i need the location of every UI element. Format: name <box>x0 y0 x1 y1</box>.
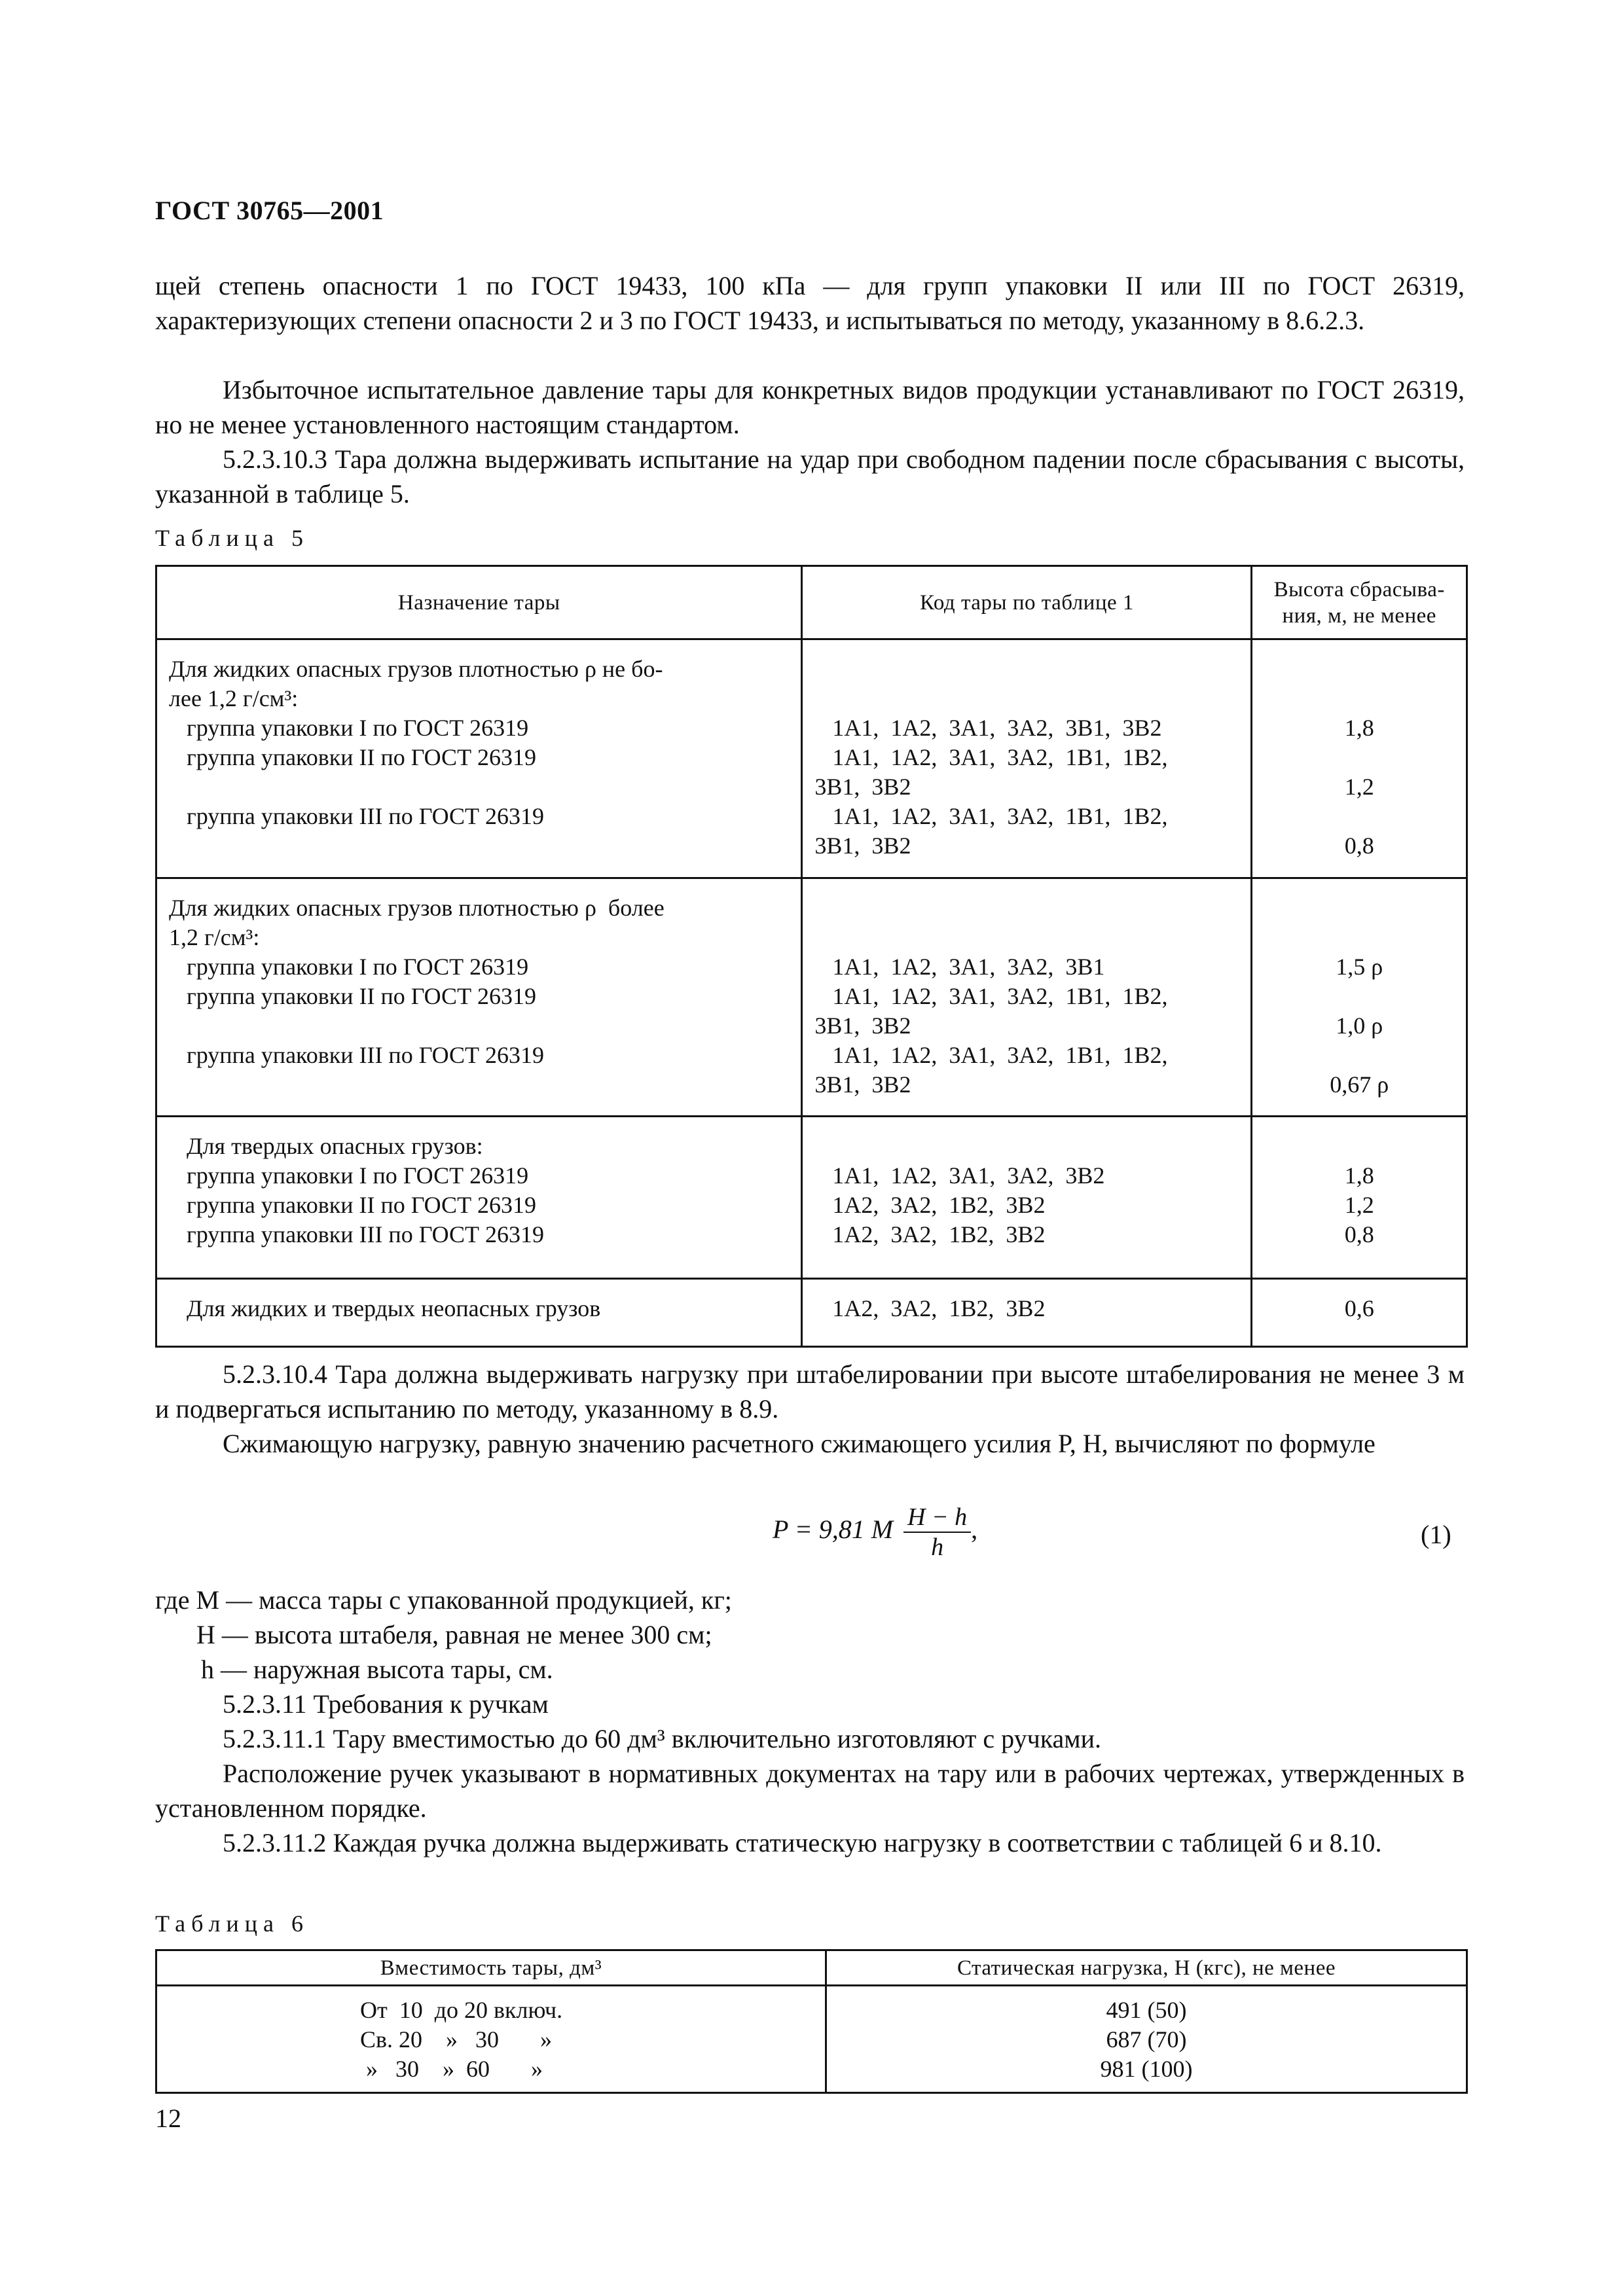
table6-capacity-value: » 30 » 60 » <box>360 2056 543 2082</box>
table5-heights-cell <box>1252 639 1467 878</box>
table5-heights-line: 1,5 ρ <box>1336 954 1383 980</box>
table5-codes-line: 1А1, 1А2, 3А1, 3А2, 1В1, 1В2, <box>814 983 1168 1009</box>
table5-heights-line <box>1252 923 1466 952</box>
table5-group <box>156 1279 1467 1347</box>
table5-codes-line <box>814 1132 1250 1161</box>
table5-purpose-line: группа упаковки II по ГОСТ 26319 <box>169 744 537 770</box>
paragraph-5-2-3-11-1: 5.2.3.11.1 Тару вместимостью до 60 дм³ включительно изготовляют с ручками. <box>223 1724 1102 1753</box>
table5-purpose-line <box>169 1011 801 1041</box>
paragraph-5-2-3-11-2: 5.2.3.11.2 Каждая ручка должна выдерживать статическую нагрузку в соответствии с таблицей 6 и 8.10. <box>223 1828 1382 1857</box>
table5-codes-cell <box>802 1279 1252 1347</box>
table5-codes-line: 1А1, 1А2, 3А1, 3А2, 3В2 <box>814 1162 1105 1189</box>
paragraph-pressure-continuation: щей степень опасности 1 по ГОСТ 19433, 100 кПа — для групп упаковки II или III по ГОСТ 26319, характеризующих степени опасности 2 и 3 по ГОСТ 19433, и испытываться по методу, указанному в 8.6.2.3. <box>155 271 1465 335</box>
table5-purpose-line <box>169 1070 801 1100</box>
table5-group <box>156 878 1467 1117</box>
table5-codes-line: 3В1, 3В2 <box>814 1013 911 1039</box>
table5-heights-line <box>1252 1041 1466 1070</box>
table-6 <box>155 1949 1468 2094</box>
table5-heights-line: 0,8 <box>1344 833 1374 859</box>
table5-purpose-line: Для жидких и твердых неопасных грузов <box>169 1295 601 1321</box>
table6-caption: Таблица 6 <box>155 1910 309 1937</box>
table6-capacity-value: От 10 до 20 включ. <box>360 1997 563 2023</box>
table5-codes-line: 1А2, 3А2, 1В2, 3В2 <box>814 1192 1046 1218</box>
paragraph-compressive-load: Сжимающую нагрузку, равную значению расчетного сжимающего усилия P, Н, вычисляют по формуле <box>223 1429 1376 1458</box>
table5-purpose-line: Для жидких опасных грузов плотностью ρ более <box>169 895 665 921</box>
table5-heights-cell <box>1252 1117 1467 1279</box>
table5-heights-line: 0,8 <box>1344 1221 1374 1247</box>
table5-purpose-line: группа упаковки I по ГОСТ 26319 <box>169 715 529 741</box>
table5-codes-line: 1А1, 1А2, 3А1, 3А2, 1В1, 1В2, <box>814 1042 1168 1068</box>
table5-purpose-line: 1,2 г/см³: <box>169 924 260 950</box>
table5-header-purpose: Назначение тары <box>156 566 802 639</box>
table5-header-height: Высота сбрасыва- ния, м, не менее <box>1252 566 1467 639</box>
table5-purpose-line: группа упаковки I по ГОСТ 26319 <box>169 954 529 980</box>
table5-header-code: Код тары по таблице 1 <box>802 566 1252 639</box>
table5-heights-line <box>1252 982 1466 1011</box>
table5-codes-line <box>814 655 1250 684</box>
table5-codes-line: 1А1, 1А2, 3А1, 3А2, 1В1, 1В2, <box>814 803 1168 829</box>
table5-codes-cell <box>802 1117 1252 1279</box>
table6-header-load: Статическая нагрузка, Н (кгс), не менее <box>826 1950 1467 1986</box>
table5-heights-line: 0,6 <box>1344 1295 1374 1321</box>
formula-1 <box>773 1503 977 1562</box>
formula-lhs: P = 9,81 M <box>773 1515 894 1545</box>
table6-load-value: 687 (70) <box>1106 2026 1187 2053</box>
table5-purpose-line: группа упаковки I по ГОСТ 26319 <box>169 1162 529 1189</box>
formula-numerator: H − h <box>903 1503 971 1533</box>
table5-purpose-line: группа упаковки III по ГОСТ 26319 <box>169 1221 545 1247</box>
formula-denominator: h <box>931 1534 944 1561</box>
table5-heights-line: 1,2 <box>1344 1192 1374 1218</box>
table5-purpose-line: Для твердых опасных грузов: <box>169 1133 483 1159</box>
table5-codes-line: 1А2, 3А2, 1В2, 3В2 <box>814 1295 1046 1321</box>
where-height-tare: h — наружная высота тары, см. <box>201 1655 553 1684</box>
paragraph-5-2-3-10-3: 5.2.3.10.3 Тара должна выдерживать испытание на удар при свободном падении после сбрасывания с высоты, указанной в таблице 5. <box>155 444 1465 509</box>
table5-heights-line <box>1252 1132 1466 1161</box>
table5-heights-cell <box>1252 1279 1467 1347</box>
table5-group <box>156 1117 1467 1279</box>
heading-5-2-3-11: 5.2.3.11 Требования к ручкам <box>223 1689 549 1719</box>
table5-purpose-line: Для жидких опасных грузов плотностью ρ не бо- <box>169 656 663 682</box>
table5-codes-line <box>814 923 1250 952</box>
table5-codes-line: 1А1, 1А2, 3А1, 3А2, 1В1, 1В2, <box>814 744 1168 770</box>
table5-codes-line: 1А1, 1А2, 3А1, 3А2, 3В1, 3В2 <box>814 715 1162 741</box>
paragraph-handle-location: Расположение ручек указывают в нормативных документах на тару или в рабочих чертежах, утвержденных в установленном порядке. <box>155 1759 1465 1823</box>
paragraph-test-pressure: Избыточное испытательное давление тары для конкретных видов продукции устанавливают по ГОСТ 26319, но не менее установленного настоящим стандартом. <box>155 375 1465 439</box>
table6-capacity-value: Св. 20 » 30 » <box>360 2026 553 2053</box>
table5-heights-line: 1,0 ρ <box>1336 1013 1383 1039</box>
table5-purpose-cell <box>156 1117 802 1279</box>
table6-load-cell <box>826 1986 1467 2093</box>
where-height-stack: H — высота штабеля, равная не менее 300 см; <box>196 1620 712 1649</box>
table5-heights-line <box>1252 893 1466 923</box>
table5-codes-line: 3В1, 3В2 <box>814 774 911 800</box>
table5-codes-line: 1А2, 3А2, 1В2, 3В2 <box>814 1221 1046 1247</box>
formula-number: (1) <box>1421 1520 1451 1549</box>
table5-heights-line: 1,2 <box>1344 774 1374 800</box>
table5-codes-line <box>814 684 1250 713</box>
table6-capacity-cell <box>156 1986 826 2093</box>
table-5 <box>155 565 1468 1348</box>
formula-fraction <box>903 1503 971 1562</box>
table5-caption: Таблица 5 <box>155 525 309 551</box>
table6-load-value: 491 (50) <box>1106 1997 1187 2023</box>
table5-heights-line: 1,8 <box>1344 715 1374 741</box>
table5-purpose-cell <box>156 878 802 1117</box>
table5-codes-line: 3В1, 3В2 <box>814 1071 911 1098</box>
table5-codes-cell <box>802 639 1252 878</box>
table5-heights-line <box>1252 655 1466 684</box>
table5-heights-line: 1,8 <box>1344 1162 1374 1189</box>
page-number: 12 <box>155 2104 181 2133</box>
table5-heights-line <box>1252 743 1466 772</box>
table5-codes-line: 3В1, 3В2 <box>814 833 911 859</box>
table5-purpose-cell <box>156 639 802 878</box>
table5-heights-line: 0,67 ρ <box>1330 1071 1389 1098</box>
table5-codes-line <box>814 893 1250 923</box>
table5-purpose-line: лее 1,2 г/см³: <box>169 685 299 711</box>
table5-purpose-line: группа упаковки II по ГОСТ 26319 <box>169 983 537 1009</box>
paragraph-5-2-3-10-4: 5.2.3.10.4 Тара должна выдерживать нагрузку при штабелировании при высоте штабелирования не менее 3 м и подвергаться испытанию по методу, указанному в 8.9. <box>155 1359 1465 1424</box>
table5-heights-line <box>1252 802 1466 831</box>
table5-heights-cell <box>1252 878 1467 1117</box>
table5-heights-line <box>1252 684 1466 713</box>
table5-purpose-line: группа упаковки III по ГОСТ 26319 <box>169 803 545 829</box>
table6-load-value: 981 (100) <box>1100 2056 1193 2082</box>
table5-purpose-line: группа упаковки II по ГОСТ 26319 <box>169 1192 537 1218</box>
table5-codes-line: 1А1, 1А2, 3А1, 3А2, 3В1 <box>814 954 1105 980</box>
standard-number: ГОСТ 30765—2001 <box>155 196 384 225</box>
table5-purpose-line <box>169 831 801 861</box>
formula-comma: , <box>971 1515 978 1545</box>
table5-purpose-line <box>169 772 801 802</box>
where-mass: где M — масса тары с упакованной продукцией, кг; <box>155 1585 732 1615</box>
table5-purpose-line: группа упаковки III по ГОСТ 26319 <box>169 1042 545 1068</box>
table5-codes-cell <box>802 878 1252 1117</box>
table5-purpose-cell <box>156 1279 802 1347</box>
table5-group <box>156 639 1467 878</box>
table6-header-capacity: Вместимость тары, дм³ <box>156 1950 826 1986</box>
